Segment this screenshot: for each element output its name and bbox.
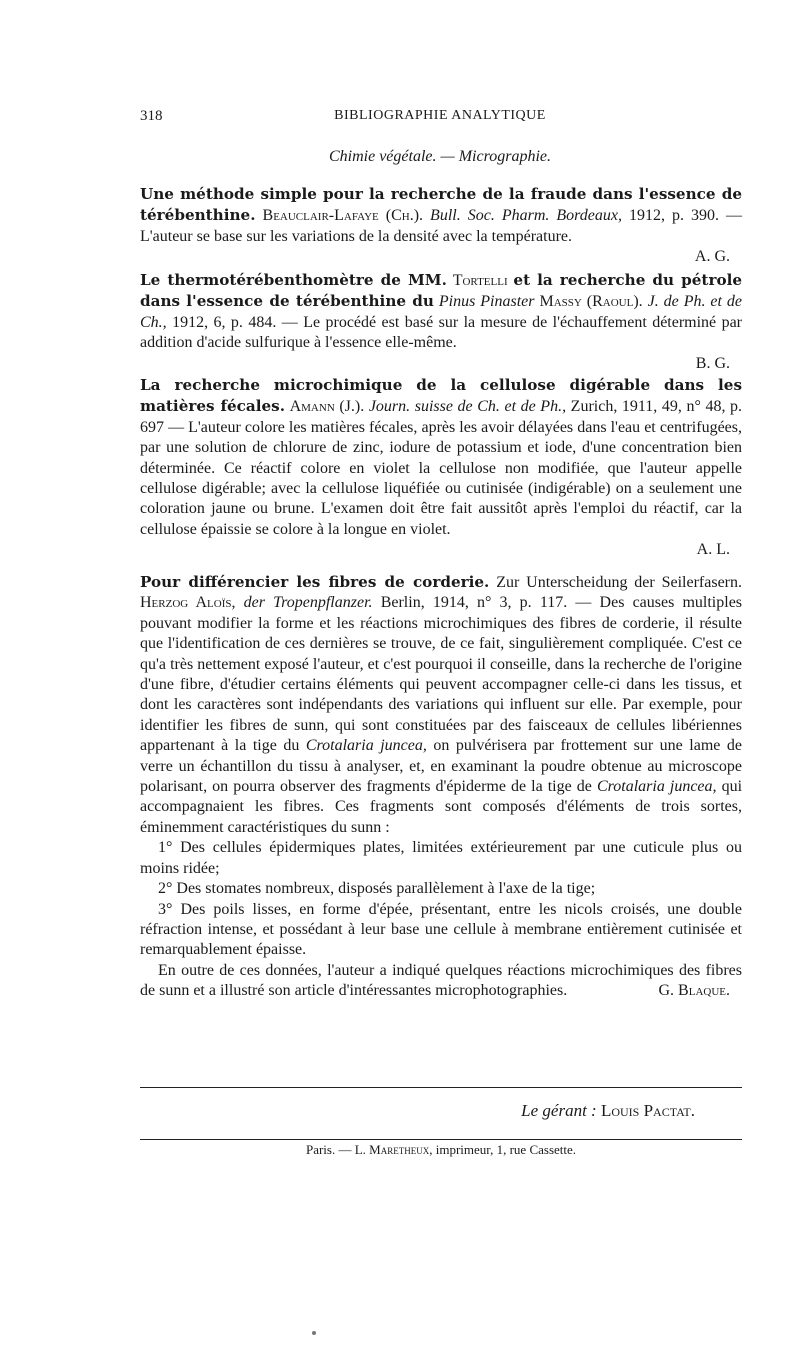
divider (140, 1139, 742, 1140)
imprint-text: imprimeur, 1, rue Cassette. (435, 1142, 577, 1157)
article-title-part: et la recherche du pétrole dans l'essence de térébenthine du (140, 271, 743, 311)
article-subtitle: Zur Unterscheidung der Seilerfasern. (496, 574, 742, 591)
page-header (140, 108, 740, 128)
article-1 (140, 184, 742, 268)
running-title: BIBLIOGRAPHIE ANALYTIQUE (334, 108, 546, 123)
article-author: Amann (J.). (289, 398, 365, 416)
article-author: Beauclair-Lafaye (Ch.). (262, 207, 424, 225)
article-4 (140, 572, 742, 1002)
article-text: — Des causes multiples pouvant modifier la forme et les réactions microchimiques des fibres de corderie, il résulte que l'identification de ces dernières se trouve, de ce fait, singulièrement compliquée. C'est ce qu'a très nettement exposé l'auteur, et c'est pourquoi il conseille, dans la recherche de l'origine d'une fibre, d'étudier certains éléments qui peuvent accompagner celle-ci dans les tissus, et dont les caractères sont indépendants des variations qui influent sur elle. Par exemple, pour identifier les fibres de sunn, qui sont constituées par des faisceaux de cellules libériennes appartenant à la tige du (140, 594, 743, 755)
section-title: Chimie végétale. — Micrographie. (328, 148, 552, 165)
article-title-species: Pinus Pinaster (438, 293, 535, 311)
closing-paragraph (140, 961, 742, 1002)
article-2 (140, 270, 742, 374)
article-title: Pour différencier les fibres de corderie. (140, 573, 490, 591)
divider (140, 1087, 742, 1088)
article-signature: B. G. (695, 354, 730, 372)
article-journal: J. de Ph. et de Ch., (140, 293, 743, 331)
article-ref: 1912, p. 390. (629, 207, 720, 225)
gerant-label: Le gérant : (521, 1101, 597, 1120)
article-title-part: Le thermotérébenthomètre de MM. (140, 271, 447, 289)
article-signature: A. L. (696, 541, 730, 559)
article-title: La recherche microchimique de la cellulose digérable dans les matières fécales. (140, 376, 742, 416)
paper-speck (312, 1331, 316, 1335)
imprint-name: Maretheux, (369, 1142, 433, 1157)
article-title: Une méthode simple pour la recherche de la fraude dans l'essence de térébenthine. (140, 185, 742, 225)
article-text: — L'auteur se base sur les variations de la densité avec la température. (140, 207, 743, 245)
article-ref: Berlin, 1914, n° 3, p. 117. (380, 594, 568, 612)
article-text: on pulvérisera par frottement sur une lame de verre un échantillon du tissu à analyser, et, en examinant la poudre obtenue au microscope polarisant, on pourra observer des fragments d'épiderme de la tige de (140, 737, 742, 796)
article-3 (140, 375, 742, 561)
imprint-text: Paris. — L. (305, 1142, 366, 1157)
closing-text: En outre de ces données, l'auteur a indiqué quelques réactions microchimiques des fibres de sunn et a illustré son article d'intéressantes microphotographies. (140, 961, 742, 1000)
article-signature: G. Blaque. (658, 982, 730, 1000)
article-journal: Bull. Soc. Pharm. Bordeaux, (430, 207, 622, 225)
list-item: 3° Des poils lisses, en forme d'épée, présentant, entre les nicols croisés, une double réfraction intense, et possédant à leur base une cellule à membrane entièrement cutinisée et remarquablement épaisse. (140, 900, 742, 959)
article-text: — L'auteur colore les matières fécales, après les avoir délayées dans l'eau et centrifugées, par une solution de chlorure de zinc, iodure de potassium et iode, d'une concentration bien déterminée. Ce réactif colore en violet la cellulose non modifiée, que l'auteur appelle cellulose digérable; avec la cellulose liquéfiée ou cutinisée (indigérable) on a seulement une coloration jaune ou brune. L'examen doit être fait aussitôt après l'emploi du réactif, car la cellulose épaissie se colore à la longue en violet. (140, 418, 743, 538)
article-author: Herzog Aloïs, (140, 594, 236, 612)
article-ref: Zurich, 1911, 49, n° 48, p. 697 (140, 398, 743, 436)
article-title-name: Tortelli (452, 272, 508, 289)
gerant-line (140, 1101, 695, 1121)
printer-imprint (140, 1142, 742, 1158)
article-journal: Journ. suisse de Ch. et de Ph., (368, 398, 567, 416)
article-journal: der Tropenpflanzer. (243, 594, 373, 612)
species-name: Crotalaria juncea, (305, 737, 427, 755)
page-number: 318 (140, 108, 163, 124)
species-name: Crotalaria juncea, (596, 778, 717, 796)
article-text: — Le procédé est basé sur la mesure de l'échauffement déterminé par addition d'acide sulfurique à l'essence elle-même. (140, 313, 743, 352)
gerant-name: Louis Pactat. (600, 1101, 695, 1120)
article-signature: A. G. (694, 248, 730, 266)
article-ref: 1912, 6, p. 484. (172, 313, 277, 331)
list-item: 2° Des stomates nombreux, disposés parallèlement à l'axe de la tige; (158, 880, 596, 898)
list-item: 1° Des cellules épidermiques plates, limitées extérieurement par une cuticule plus ou moins ridée; (140, 839, 742, 877)
article-text: qui accompagnaient les fibres. Ces fragments sont composés d'éléments de trois sortes, éminemment caractéristiques du sunn : (140, 778, 743, 836)
article-author: Massy (Raoul). (539, 293, 643, 311)
